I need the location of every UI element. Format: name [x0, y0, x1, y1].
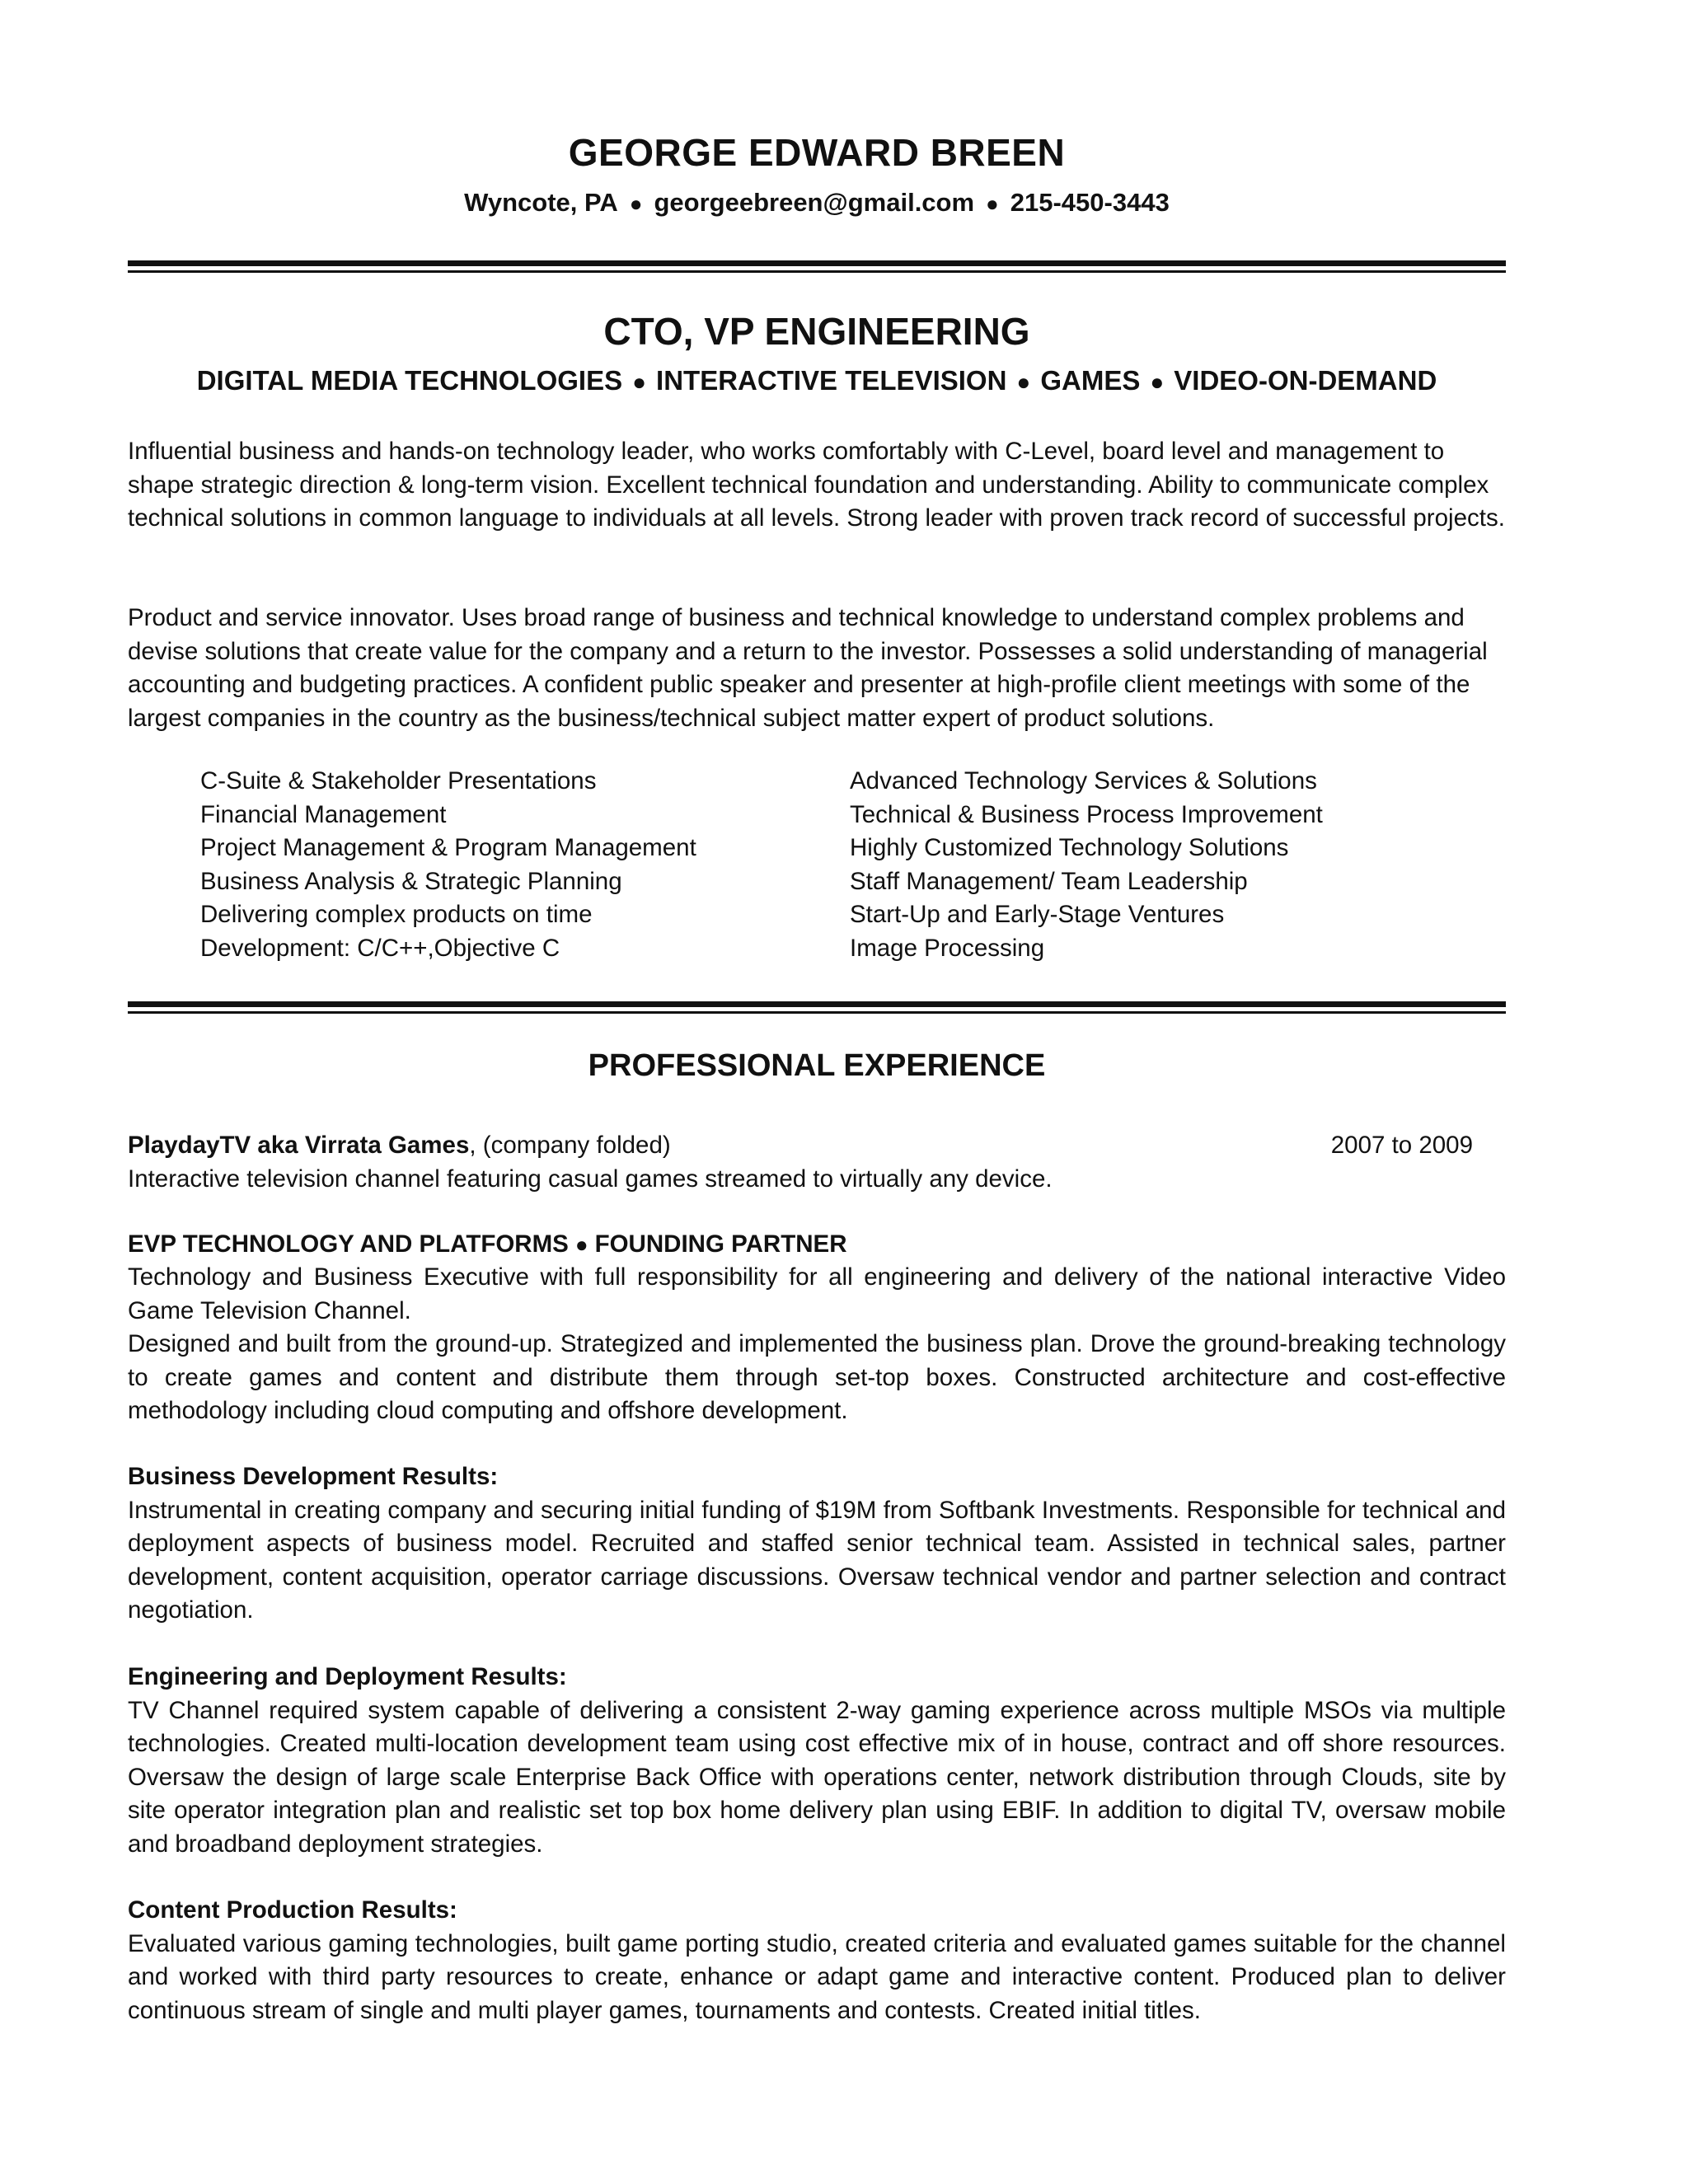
skills-column-right — [850, 765, 1323, 965]
contact-phone: 215-450-3443 — [1010, 188, 1170, 217]
contact-location: Wyncote, PA — [464, 188, 618, 217]
content-text: Evaluated various gaming technologies, built game porting studio, created criteria and evaluated games suitable for the channel and worked with third party resources to create, enhance or adapt game and interactive content. Produced plan to deliver continuous stream of single and multi player games, tournaments and contests. Created initial titles. — [128, 1929, 1506, 2024]
skill-item: Delivering complex products on time — [200, 901, 593, 928]
focus-area: DIGITAL MEDIA TECHNOLOGIES — [196, 365, 623, 396]
skill-item: Development: C/C++,Objective C — [200, 934, 560, 962]
divider-rule — [128, 260, 1506, 273]
bullet-separator: ● — [632, 369, 647, 395]
skills-column-left — [200, 765, 696, 965]
summary-paragraph-1: Influential business and hands-on technology leader, who works comfortably with C-Level, board level and management to shape strategic direction & long-term vision. Excellent technical foundation and understanding. Ability to communicate complex technical solutions in common language to individuals at all levels. Strong leader with proven track record of successful projects. — [128, 438, 1505, 532]
candidate-name: GEORGE EDWARD BREEN — [568, 131, 1066, 174]
company-description: Interactive television channel featuring casual games streamed to virtually any device. — [128, 1165, 1053, 1193]
headline-title: CTO, VP ENGINEERING — [603, 310, 1030, 353]
skill-item: Technical & Business Process Improvement — [850, 800, 1323, 828]
skill-item: Highly Customized Technology Solutions — [850, 834, 1289, 861]
bullet-separator: ● — [986, 191, 999, 216]
engineering-title: Engineering and Deployment Results: — [128, 1663, 567, 1690]
skill-item: C-Suite & Stakeholder Presentations — [200, 767, 597, 794]
bizdev-results — [128, 1460, 1506, 1628]
contact-line — [128, 188, 1506, 218]
section-title-experience: PROFESSIONAL EXPERIENCE — [588, 1048, 1046, 1083]
role-description-2: Designed and built from the ground-up. Strategized and implemented the business plan. Drove the ground-breaking technology to create games and content and distribute them through set-top boxes. Constructed architecture and cost-effective methodology including cloud computing and offshore development. — [128, 1330, 1506, 1424]
focus-area: GAMES — [1040, 365, 1141, 396]
skill-item: Image Processing — [850, 934, 1045, 962]
role-title-line — [128, 1228, 1506, 1262]
focus-area: VIDEO-ON-DEMAND — [1174, 365, 1437, 396]
skill-item: Advanced Technology Services & Solutions — [850, 767, 1317, 794]
company-note: , (company folded) — [469, 1132, 671, 1159]
bullet-separator: ● — [1016, 369, 1031, 395]
bullet-separator: ● — [1150, 369, 1165, 395]
employment-dates: 2007 to 2009 — [1330, 1132, 1473, 1159]
contact-email[interactable]: georgeebreen@gmail.com — [654, 188, 975, 217]
bullet-separator: ● — [629, 191, 643, 216]
bizdev-text: Instrumental in creating company and securing initial funding of $19M from Softbank Investments. Responsible for technical and deployment aspects of business model. Recruited and staffed senior technical team. Assisted in technical sales, partner development, content acquisition, operator carriage discussions. Oversaw technical vendor and partner selection and contract negotiation. — [128, 1496, 1506, 1624]
focus-areas — [128, 365, 1506, 396]
company-entry — [128, 1129, 1506, 1196]
summary-paragraph-2: Product and service innovator. Uses broad range of business and technical knowledge to understand complex problems and devise solutions that create value for the company and a return to the investor. Possesses a solid understanding of managerial accounting and budgeting practices. A confident public speaker and presenter at high-profile client meetings with some of the largest companies in the country as the business/technical subject matter expert of product solutions. — [128, 604, 1488, 732]
role-description-1: Technology and Business Executive with full responsibility for all engineering and delivery of the national interactive Video Game Television Channel. — [128, 1263, 1506, 1324]
skill-item: Project Management & Program Management — [200, 834, 696, 861]
bullet-separator: ● — [574, 1232, 588, 1257]
role-title: EVP TECHNOLOGY AND PLATFORMS — [128, 1230, 569, 1258]
engineering-text: TV Channel required system capable of delivering a consistent 2-way gaming experience across multiple MSOs via multiple technologies. Created multi-location development team using cost effective mix of in house, contract and off shore resources. Oversaw the design of large scale Enterprise Back Office with operations center, network distribution through Clouds, site by site operator integration plan and realistic set top box home delivery plan using EBIF. In addition to digital TV, oversaw mobile and broadband deployment strategies. — [128, 1696, 1506, 1858]
content-results — [128, 1894, 1506, 2027]
content-title: Content Production Results: — [128, 1896, 457, 1924]
divider-rule — [128, 1001, 1506, 1014]
skill-item: Business Analysis & Strategic Planning — [200, 867, 622, 895]
company-name: PlaydayTV aka Virrata Games — [128, 1132, 470, 1159]
bizdev-title: Business Development Results: — [128, 1463, 499, 1490]
focus-area: INTERACTIVE TELEVISION — [656, 365, 1007, 396]
skill-item: Staff Management/ Team Leadership — [850, 867, 1248, 895]
skill-item: Start-Up and Early-Stage Ventures — [850, 901, 1225, 928]
role-subtitle: FOUNDING PARTNER — [594, 1230, 847, 1258]
skill-item: Financial Management — [200, 800, 447, 828]
engineering-results — [128, 1661, 1506, 1861]
